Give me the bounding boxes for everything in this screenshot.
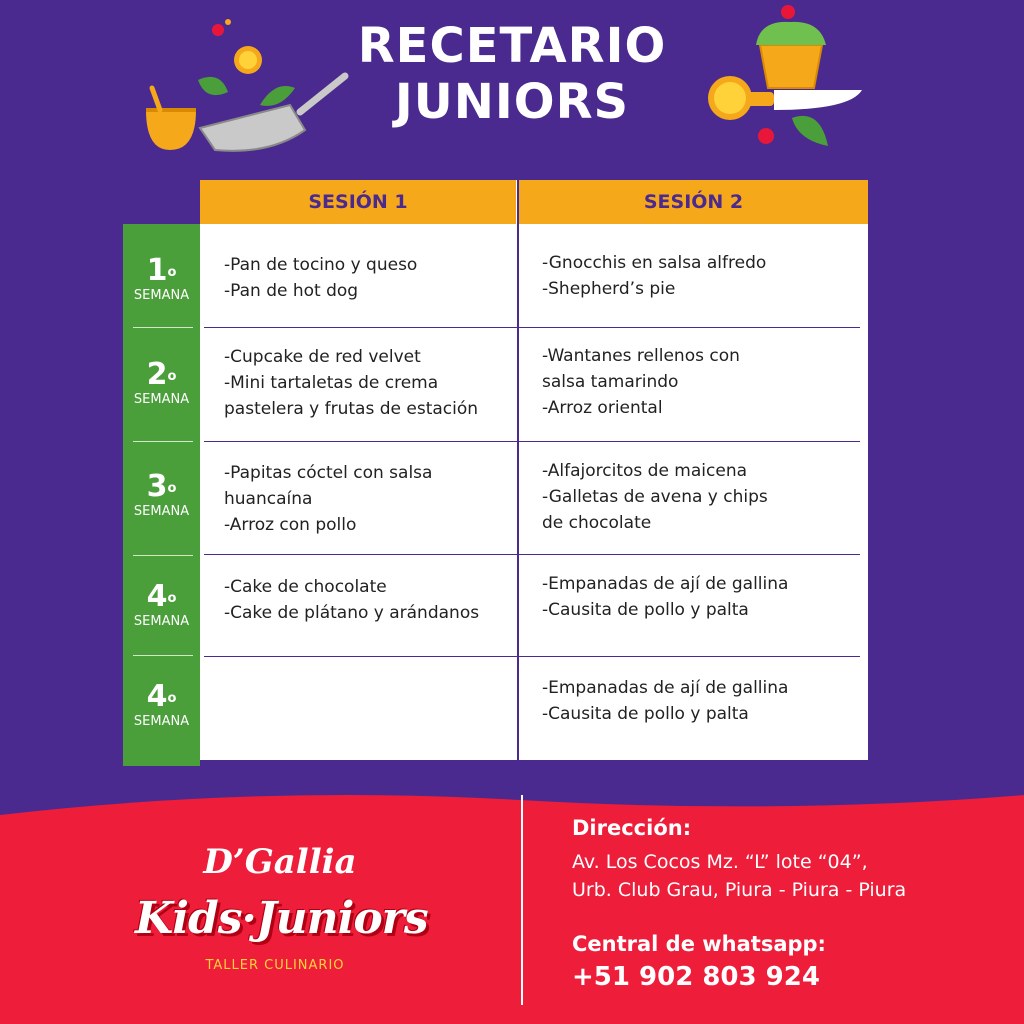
recipe-cell: -Gnocchis en salsa alfredo -Shepherd’s pie [542, 253, 767, 299]
brand-logo-top: D’Gallia [203, 842, 357, 882]
week-number: 4 [146, 679, 168, 714]
ordinal-mark: o [167, 265, 177, 280]
ordinal-mark: o [167, 691, 177, 706]
recipe-cell: -Papitas cóctel con salsa huancaína -Arroz con pollo [224, 463, 433, 535]
whatsapp-heading: Central de whatsapp: [572, 932, 826, 956]
session-1-header: SESIÓN 1 [200, 180, 516, 224]
recipe-cell: -Empanadas de ají de gallina -Causita de pollo y palta [542, 574, 789, 620]
week-text: SEMANA [133, 504, 190, 519]
title-line-1: RECETARIO [357, 18, 667, 74]
brand-logo-subtitle: TALLER CULINARIO [205, 958, 345, 973]
recipe-cell: -Alfajorcitos de maicena -Galletas de avena y chips de chocolate [542, 461, 768, 533]
week-number: 1 [146, 253, 168, 288]
brand-logo-main: Kids·Juniors [135, 893, 428, 944]
week-text: SEMANA [133, 714, 190, 729]
ordinal-mark: o [167, 481, 177, 496]
week-text: SEMANA [133, 288, 190, 303]
session-2-header: SESIÓN 2 [519, 180, 868, 224]
recipe-cell: -Cupcake de red velvet -Mini tartaletas de crema pastelera y frutas de estación [224, 347, 479, 419]
ordinal-mark: o [167, 369, 177, 384]
recipe-cell: -Cake de chocolate -Cake de plátano y arándanos [224, 577, 480, 623]
whatsapp-number[interactable]: +51 902 803 924 [572, 962, 820, 992]
week-number: 2 [146, 357, 168, 392]
week-text: SEMANA [133, 392, 190, 407]
recipe-cell: -Wantanes rellenos con salsa tamarindo -Arroz oriental [542, 346, 740, 418]
week-number: 3 [146, 469, 168, 504]
address-heading: Dirección: [572, 816, 692, 840]
ordinal-mark: o [167, 591, 177, 606]
address-line-1: Av. Los Cocos Mz. “L” lote “04”, [572, 851, 868, 873]
week-number: 4 [146, 579, 168, 614]
week-text: SEMANA [133, 614, 190, 629]
footer-divider [521, 795, 523, 1005]
address-line-2: Urb. Club Grau, Piura - Piura - Piura [572, 879, 907, 901]
recipe-cell: -Empanadas de ají de gallina -Causita de pollo y palta [542, 678, 789, 724]
recipe-cell: -Pan de tocino y queso -Pan de hot dog [224, 255, 418, 301]
title-line-2: JUNIORS [394, 74, 630, 130]
